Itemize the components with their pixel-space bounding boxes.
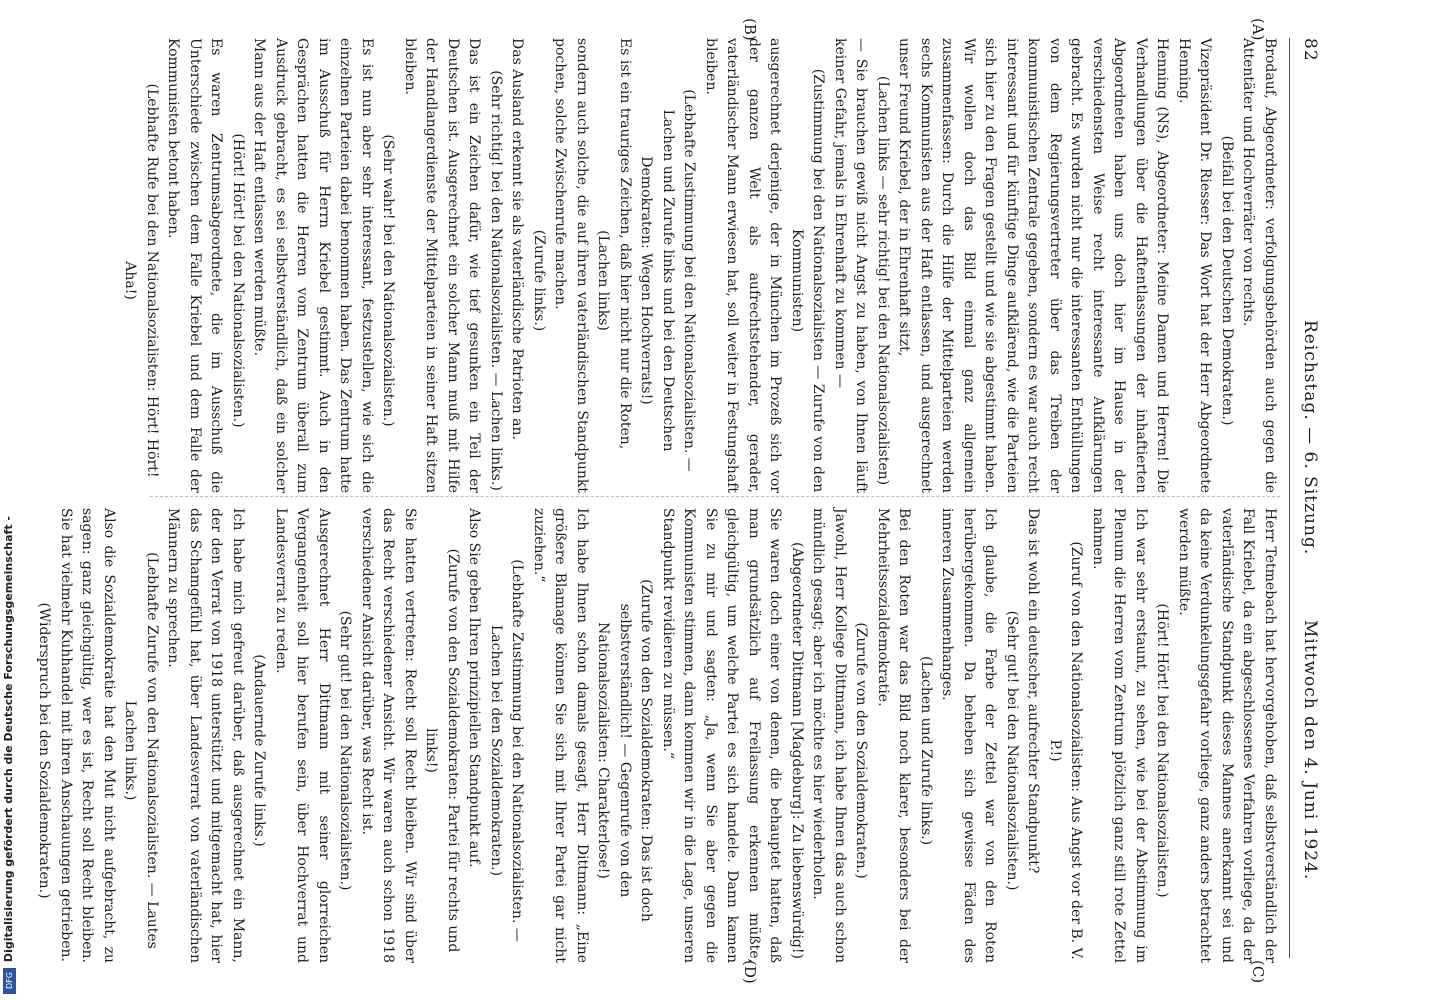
right-column xyxy=(33,508,1280,963)
page-number: 82 xyxy=(1300,38,1320,62)
paragraph: Es ist ein trauriges Zeichen, daß hier nicht nur die Roten, xyxy=(617,38,633,450)
interjection: (Zurufe von den Sozialdemokraten: Partei für rechts und links!) xyxy=(423,548,461,953)
left-column xyxy=(119,38,1280,493)
margin-marker-a: (A) xyxy=(1249,18,1267,41)
paragraph: Es waren Zentrumsabgeordnete, die im Ausschuß die Unterschiede zwischen dem Falle Kriebel und dem Falle der Kommunisten betont haben. xyxy=(165,38,225,493)
interjection: (Hört! Hört! bei den Nationalsozialisten.) xyxy=(230,133,246,428)
interjection: (Abgeordneter Dittmann [Magdeburg]: Zu liebenswürdig!) xyxy=(789,542,805,959)
column-divider xyxy=(150,496,1280,497)
paragraph: Ich war sehr erstaunt, zu sehen, wie bei der Abstimmung im Plenum die Herren vom Zentrum plötzlich ganz still rote Zettel nahmen. xyxy=(1090,508,1149,963)
paragraph: Also Sie geben Ihren prinzipiellen Standpunkt auf. xyxy=(466,508,483,868)
header-date: Mittwoch den 4. Juni 1924. xyxy=(1300,620,1320,881)
interjection: (Lebhafte Zurufe von den Nationalsozialisten. — Lautes Lachen links.) xyxy=(122,552,160,949)
credit-text: Digitalisierung gefördert durch die Deutsche Forschungsgemeinschaft - xyxy=(2,515,15,962)
interjection: (Beifall bei den Deutschen Demokraten.) xyxy=(1219,135,1235,426)
paragraph: Vizepräsident Dr. Riesser: Das Wort hat der Herr Abgeordnete Henning. xyxy=(1176,38,1214,493)
paragraph: Das ist wohl ein deutscher, aufrechter Standpunkt? xyxy=(1025,508,1042,874)
margin-marker-b: (B) xyxy=(741,18,759,41)
interjection: (Andauernde Zurufe links.) xyxy=(251,654,268,847)
interjection: (Zuruf von den Nationalsozialisten: Aus Angst vor der B. V. P.!) xyxy=(1047,541,1085,960)
interjection: (Sehr gut! bei den Nationalsozialisten.) xyxy=(1004,610,1020,891)
margin-marker-c: (C) xyxy=(1249,960,1267,984)
interjection: (Lachen links — sehr richtig! bei den Nationalsozialisten) xyxy=(875,75,891,486)
interjection: (Lachen und Zurufe links.) xyxy=(918,655,934,846)
interjection: (Zurufe von den Sozialdemokraten.) xyxy=(853,622,870,879)
paragraph: Brodauf, Abgeordneter: verfolgungsbehörden auch gegen die Attentäter und Hochverräter von rechts. xyxy=(1240,38,1278,493)
interjection: (Lachen links) xyxy=(595,230,612,331)
paragraph: Herr Tetmebach hat hervorgehoben, daß selbstverständlich der Fall Kriebel, da ein abgeschlossenes Verfahren vorliege, da der vaterländische Standpunkt dieses Mannes anerkannt sei und da keine Verdunkelungsgefahr vorliege, ganz anders betrachtet werden müßte. xyxy=(1176,508,1278,963)
page-header xyxy=(1292,20,1320,980)
interjection: (Sehr gut! bei den Nationalsozialisten.) xyxy=(337,610,354,891)
paragraph: Es ist nun aber sehr interessant, festzustellen, wie sich die einzelnen Parteien dabei benommen haben. Das Zentrum hatte im Ausschuß für Herrn Kriebel gestimmt. Auch in den Gesprächen hatten die Herren vom Zentrum überall zum Ausdruck gebracht, es sei selbstverständlich, daß ein solcher Mann aus der Haft entlassen werden müßte. xyxy=(251,38,375,493)
paragraph: Jawohl, Herr Kollege Dittmann, ich habe Ihnen das auch schon mündlich gesagt; aber ich möchte es hier wiederholen. xyxy=(810,508,848,963)
paragraph: Sie waren doch einer von denen, die behauptet hatten, daß man grundsätzlich auf Freilassung erkennen müßte, gleichgültig, um welche Partei es sich handele. Dann kamen Sie zu mir und sagten: „Ja, wenn Sie aber gegen die Kommunisten stimmen, dann kommen wir in die Lage, unseren Standpunkt revidieren zu müssen.“ xyxy=(660,508,784,963)
interjection: (Sehr wahr! bei den Nationalsozialisten.) xyxy=(380,134,397,427)
interjection: (Lebhafte Zustimmung bei den Nationalsozialisten. — Lachen und Zurufe links und bei den Deutschen Demokraten: Wegen Hochverrats!) xyxy=(638,89,698,472)
margin-marker-d: (D) xyxy=(741,960,759,984)
interjection: (Widerspruch bei den Sozialdemokraten.) xyxy=(36,602,53,899)
paragraph: Henning (NS), Abgeordneter: Meine Damen und Herren! Die Verhandlungen über die Haftentlassungen der inhaftierten Abgeordneten haben uns doch hier im Hause in der verschiedensten Weise recht interessante Aufklärungen gebracht. Es wurden nicht nur die interessanten Enthüllungen von dem Regierungsvertreter über das Treiben der kommunistischen Zentrale gegeben, sondern es war auch recht interessant und für künftige Dinge aufklärend, wie die Parteien sich hier zu den Fragen gestellt und wie sie abgestimmt haben. Wir wollen doch das Bild einmal ganz allgemein zusammenfassen: Durch die Hilfe der Mittelparteien werden sechs Kommunisten aus der Haft entlassen, und ausgerechnet unser Freund Kriebel, der in Ehrenhaft sitzt, xyxy=(896,38,1171,493)
paragraph: Sie hatten vertreten: Recht soll Recht bleiben. Wir sind über das Recht verschiedener Ansicht. Wir waren auch schon 1918 verschiedener Ansicht darüber, was Recht ist. xyxy=(359,508,418,963)
paragraph: Ich glaube, die Farbe der Zettel war von den Roten herübergekommen. Da beheben sich gewisse Fäden des inneren Zusammenhanges. xyxy=(939,508,999,963)
dfg-logo: DFG xyxy=(3,968,16,994)
interjection: (Zurufe links.) xyxy=(531,229,547,332)
scanned-page xyxy=(36,18,1320,984)
header-rule xyxy=(1289,38,1290,958)
paragraph: Ausgerechnet Herr Dittmann mit seiner glorreichen Vergangenheit soll hier berufen sein, über Hochverrat und Landesverrat zu reden. xyxy=(273,508,332,963)
interjection: (Zustimmung bei den Nationalsozialisten — Zurufe von den Kommunisten) xyxy=(789,68,827,493)
paragraph: Ich habe mich gefreut darüber, daß ausgerechnet ein Mann, der den Verrat von 1918 unterstützt und mitgemacht hat, hier das Schamgefühl hat, über Landesverrat von vaterländischen Männern zu sprechen. xyxy=(165,508,246,963)
paragraph: Also die Sozialdemokratie hat den Mut nicht aufgebracht, zu sagen: ganz gleichgültig, wer es ist, Recht soll Recht bleiben. Sie hat vielmehr Kuhhandel mit ihren Anschauungen getrieben. xyxy=(58,508,117,963)
interjection: (Lebhafte Rufe bei den Nationalsozialisten: Hört! Hört! Aha!) xyxy=(122,83,160,478)
paragraph: Ich habe Ihnen schon damals gesagt, Herr Dittmann: „Eine größere Blamage können Sie sich mit Ihrer Partei gar nicht zuziehen.“ xyxy=(531,508,590,963)
paragraph: — Sie brauchen gewiß nicht Angst zu haben, von Ihnen läuft keiner Gefahr, jemals in Ehrenhaft zu kommen — xyxy=(832,38,870,493)
paragraph: ausgerechnet derjenige, der in München im Prozeß sich vor der ganzen Welt als aufrechtstehender, gerader, vaterländischer Mann erwiesen hat, soll weiter in Festungshaft bleiben. xyxy=(703,38,784,493)
digitization-credit xyxy=(0,0,18,1000)
interjection: (Lebhafte Zustimmung bei den Nationalsozialisten. — Lachen bei den Sozialdemokraten.) xyxy=(488,559,526,942)
paragraph: sondern auch solche, die auf ihren vaterländischen Standpunkt pochen, solche Zwischenrufe machen. xyxy=(552,38,590,493)
interjection: (Hört! Hört! bei den Nationalsozialisten.) xyxy=(1154,603,1171,898)
paragraph: Bei den Roten war das Bild noch klarer, besonders bei der Mehrheitssozialdemokratie. xyxy=(875,508,913,963)
header-session: Reichstag. — 6. Sitzung. xyxy=(1300,320,1320,556)
paragraph: Das Ausland erkennt sie als vaterländische Patrioten an. xyxy=(509,38,526,440)
paragraph: Das ist ein Zeichen dafür, wie tief gesunken ein Teil der Deutschen ist. Ausgerechnet ein solcher Mann muß mit Hilfe der Handlangerdienste der Mittelparteien in seiner Haft sitzen bleiben. xyxy=(402,38,483,493)
interjection: (Zurufe von den Sozialdemokraten: Das ist doch selbstverständlich! — Gegenrufe von den Nationalsozialisten: Charakterlose!) xyxy=(595,579,655,922)
interjection: (Sehr richtig! bei den Nationalsozialisten. — Lachen links.) xyxy=(488,70,504,491)
